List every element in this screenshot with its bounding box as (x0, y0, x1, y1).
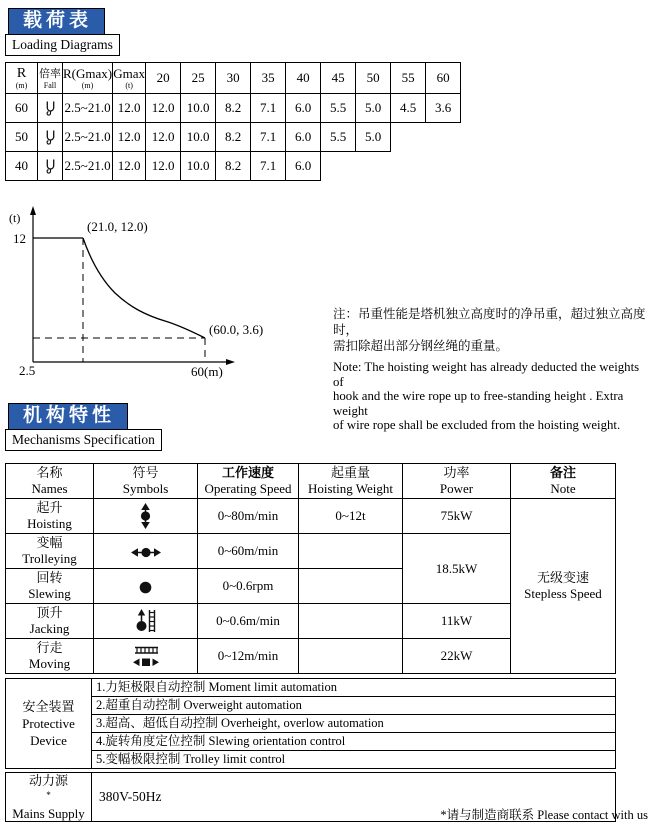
empty-cell (321, 152, 356, 181)
load-curve-chart (5, 200, 335, 380)
note-en-line3: of wire rope shall be excluded from the hoisting weight. (333, 418, 621, 432)
safety-device-label: 安全装置 Protective Device (6, 679, 92, 769)
safety-device-table (5, 678, 616, 769)
y-unit-label: (t) (9, 211, 21, 225)
jib-length-cell: 40 (6, 152, 38, 181)
empty-cell (426, 152, 461, 181)
hoisting-symbol-icon (94, 499, 198, 534)
gmax-cell: 12.0 (113, 152, 146, 181)
load-cell: 12.0 (146, 94, 181, 123)
load-row-40 (6, 152, 461, 181)
x-end-label: 60(m) (191, 364, 223, 379)
mechanism-name: 顶升 Jacking (6, 604, 94, 639)
load-cell: 12.0 (146, 123, 181, 152)
power-cell: 75kW (403, 499, 511, 534)
note-cn-line1: 注：吊重性能是塔机独立高度时的净吊重，超过独立高度时， (333, 307, 646, 337)
mechanisms-badge (5, 403, 162, 451)
note-cell-stepless: 无级变速 Stepless Speed (511, 499, 616, 674)
mech-badge-title-en: Mechanisms Specification (5, 429, 162, 451)
rgmax-range-cell: 2.5~21.0 (63, 152, 113, 181)
safety-item: 3.超高、超低自动控制 Overheight, overlow automation (92, 715, 616, 733)
two-fall-hook-icon (38, 123, 63, 152)
rgmax-range-cell: 2.5~21.0 (63, 94, 113, 123)
spec-header-row (6, 464, 616, 499)
col-header-r50: 50 (356, 63, 391, 94)
empty-cell (391, 123, 426, 152)
load-cell: 5.5 (321, 94, 356, 123)
note-en-line2: hook and the wire rope up to free-standing height . Extra weight (333, 389, 624, 418)
power-cell: 22kW (403, 639, 511, 674)
col-header-r25: 25 (181, 63, 216, 94)
mains-voltage-value: 380V-50Hz (92, 773, 616, 822)
col-header-r45: 45 (321, 63, 356, 94)
y-axis-arrow-icon (30, 206, 36, 215)
jacking-symbol-icon (94, 604, 198, 639)
jib-length-cell: 60 (6, 94, 38, 123)
col-header-rgmax: R(Gmax) (m) (63, 63, 113, 94)
weight-cell (299, 534, 403, 569)
hoisting-note (333, 306, 649, 433)
col-header-r20: 20 (146, 63, 181, 94)
load-cell: 10.0 (181, 152, 216, 181)
col-header-r30: 30 (216, 63, 251, 94)
load-table (5, 62, 461, 181)
load-cell: 4.5 (391, 94, 426, 123)
note-cn-line2: 需扣除超出部分钢丝绳的重量。 (333, 339, 509, 353)
col-header-radius: R (m) (6, 63, 38, 94)
load-cell: 12.0 (146, 152, 181, 181)
slewing-symbol-icon (94, 569, 198, 604)
load-cell: 5.0 (356, 94, 391, 123)
col-header-r55: 55 (391, 63, 426, 94)
load-cell: 10.0 (181, 94, 216, 123)
load-cell: 7.1 (251, 94, 286, 123)
speed-cell: 0~0.6rpm (198, 569, 299, 604)
load-cell: 8.2 (216, 123, 251, 152)
mechanism-name: 变幅 Trolleying (6, 534, 94, 569)
load-cell: 8.2 (216, 94, 251, 123)
load-cell: 3.6 (426, 94, 461, 123)
mechanism-name: 回转 Slewing (6, 569, 94, 604)
col-header-fall: 倍率 Fall (38, 63, 63, 94)
two-fall-hook-icon (38, 152, 63, 181)
col-header-power: 功率 Power (403, 464, 511, 499)
x-origin-label: 2.5 (19, 363, 36, 378)
load-cell: 6.0 (286, 152, 321, 181)
col-header-names: 名称 Names (6, 464, 94, 499)
load-cell: 6.0 (286, 94, 321, 123)
rgmax-range-cell: 2.5~21.0 (63, 123, 113, 152)
empty-cell (356, 152, 391, 181)
peak-point-label: (21.0, 12.0) (87, 219, 148, 234)
weight-cell (299, 604, 403, 639)
two-fall-hook-icon (38, 94, 63, 123)
contact-manufacturer-note: *请与制造商联系 Please contact with us (440, 808, 648, 822)
trolleying-symbol-icon (94, 534, 198, 569)
load-cell: 7.1 (251, 152, 286, 181)
safety-item: 4.旋转角度定位控制 Slewing orientation control (92, 733, 616, 751)
weight-cell (299, 569, 403, 604)
load-cell: 6.0 (286, 123, 321, 152)
col-header-gmax: Gmax (t) (113, 63, 146, 94)
safety-item: 2.超重自动控制 Overweight automation (92, 697, 616, 715)
weight-cell (299, 639, 403, 674)
load-row-50 (6, 123, 461, 152)
load-curve (83, 238, 205, 338)
weight-cell: 0~12t (299, 499, 403, 534)
moving-symbol-icon (94, 639, 198, 674)
power-cell: 11kW (403, 604, 511, 639)
speed-cell: 0~80m/min (198, 499, 299, 534)
col-header-r40: 40 (286, 63, 321, 94)
jib-length-cell: 50 (6, 123, 38, 152)
speed-cell: 0~0.6m/min (198, 604, 299, 639)
loading-diagrams-badge (5, 8, 120, 56)
mains-supply-label: 动力源 * Mains Supply (6, 773, 92, 822)
mechanisms-table (5, 463, 616, 674)
power-cell-trolley-slew: 18.5kW (403, 534, 511, 604)
loading-badge-title-en: Loading Diagrams (5, 34, 120, 56)
col-header-r35: 35 (251, 63, 286, 94)
load-table-header-row (6, 63, 461, 94)
note-en-line1: Note: The hoisting weight has already deducted the weights of (333, 360, 640, 389)
col-header-r60: 60 (426, 63, 461, 94)
load-cell: 7.1 (251, 123, 286, 152)
load-cell: 8.2 (216, 152, 251, 181)
load-cell: 5.5 (321, 123, 356, 152)
tip-point-label: (60.0, 3.6) (209, 322, 264, 337)
col-header-weight: 起重量 Hoisting Weight (299, 464, 403, 499)
col-header-symbols: 符号 Symbols (94, 464, 198, 499)
mech-badge-title-cn: 机构特性 (8, 403, 128, 430)
empty-cell (391, 152, 426, 181)
safety-item: 5.变幅极限控制 Trolley limit control (92, 751, 616, 769)
spec-row-hoisting (6, 499, 616, 534)
load-row-60 (6, 94, 461, 123)
mechanism-name: 行走 Moving (6, 639, 94, 674)
loading-badge-title-cn: 载荷表 (8, 8, 105, 35)
speed-cell: 0~12m/min (198, 639, 299, 674)
gmax-cell: 12.0 (113, 94, 146, 123)
empty-cell (426, 123, 461, 152)
gmax-cell: 12.0 (113, 123, 146, 152)
load-cell: 10.0 (181, 123, 216, 152)
mechanism-name: 起升 Hoisting (6, 499, 94, 534)
load-cell: 5.0 (356, 123, 391, 152)
col-header-note: 备注 Note (511, 464, 616, 499)
safety-item: 1.力矩极限自动控制 Moment limit automation (92, 679, 616, 697)
y-tick-12: 12 (13, 231, 26, 246)
x-axis-arrow-icon (226, 359, 235, 365)
col-header-speed: 工作速度 Operating Speed (198, 464, 299, 499)
speed-cell: 0~60m/min (198, 534, 299, 569)
